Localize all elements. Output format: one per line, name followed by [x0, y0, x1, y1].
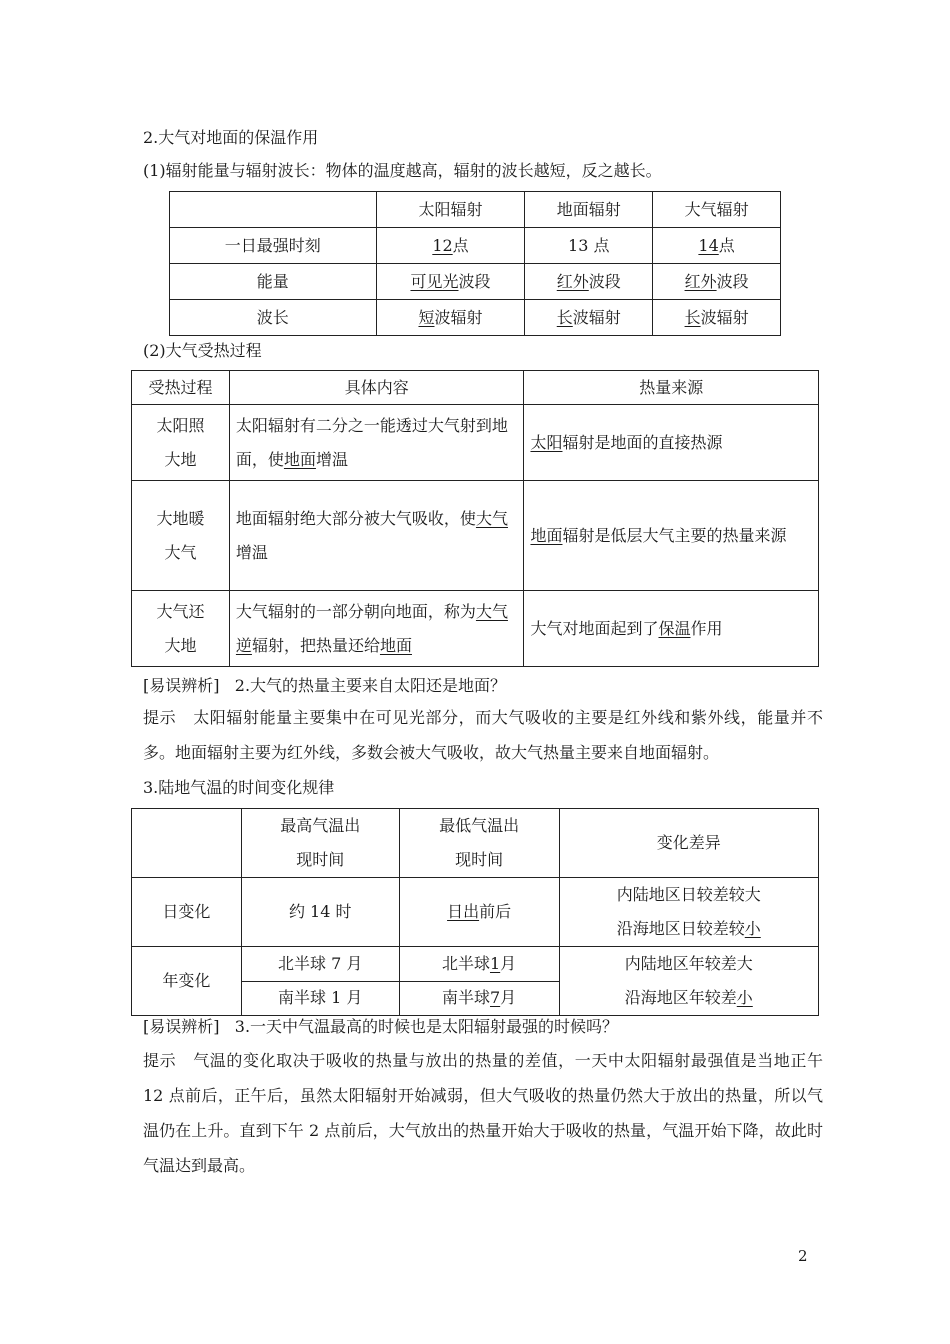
table-header: 大气辐射	[653, 192, 781, 228]
answer-blank: 红外	[684, 271, 717, 291]
process-content	[229, 405, 524, 481]
process-content	[229, 591, 524, 667]
table-cell	[525, 300, 653, 336]
answer-blank: 地面	[283, 449, 316, 469]
cell-text: 13 点	[568, 235, 610, 255]
table-row	[170, 192, 781, 228]
section-2-sub2: (2)大气受热过程	[143, 341, 262, 360]
table-header: 受热过程	[132, 371, 230, 405]
heat-source	[524, 405, 819, 481]
cell-text: 辐射，把热量还给	[251, 635, 380, 655]
answer-blank: 长	[684, 307, 701, 327]
table-cell	[559, 878, 819, 947]
section-3-title: 3.陆地气温的时间变化规律	[143, 778, 335, 797]
table-cell	[170, 192, 377, 228]
process-name: 大气还大地	[132, 591, 230, 667]
cell-text: 波辐射	[434, 307, 483, 327]
cell-text: 作用	[690, 618, 723, 638]
question-text: 3.一天中气温最高的时候也是太阳辐射最强的时候吗？	[234, 1017, 619, 1036]
table-row	[132, 591, 819, 667]
note-2-answer	[143, 700, 823, 770]
table-cell	[653, 264, 781, 300]
table-header: 太阳辐射	[376, 192, 525, 228]
table-cell	[525, 264, 653, 300]
heating-process-table	[131, 370, 819, 667]
table-cell	[132, 809, 242, 878]
page-number: 2	[798, 1247, 808, 1265]
cell-text	[566, 981, 813, 1015]
answer-blank: 长	[556, 307, 573, 327]
table-cell	[376, 228, 525, 264]
cell-text: 月	[500, 953, 517, 973]
radiation-table	[169, 191, 781, 336]
process-name: 太阳照大地	[132, 405, 230, 481]
answer-blank: 保温	[658, 618, 691, 638]
question-text: 2.大气的热量主要来自太阳还是地面？	[234, 676, 507, 695]
table-cell: 北半球 7 月	[241, 947, 399, 982]
answer-blank: 7	[489, 988, 501, 1008]
cell-text: 内陆地区年较差大	[624, 954, 753, 973]
cell-text: 南半球	[441, 988, 490, 1008]
cell-text: 增温	[315, 449, 348, 469]
table-header: 热量来源	[524, 371, 819, 405]
cell-text: 沿海地区年较差	[624, 988, 737, 1007]
table-row	[132, 809, 819, 878]
table-row	[132, 405, 819, 481]
cell-text: 点	[452, 235, 469, 255]
process-content	[229, 481, 524, 591]
cell-text: 波段	[588, 271, 621, 291]
answer-blank: 12	[432, 235, 453, 255]
process-name: 大地暖大气	[132, 481, 230, 591]
answer-blank: 短	[418, 307, 435, 327]
table-cell	[399, 947, 559, 982]
cell-text: 地面辐射绝大部分被大气吸收，使	[235, 508, 476, 528]
table-row	[170, 264, 781, 300]
note-tag: [易误辨析]	[143, 676, 220, 695]
cell-text: 波辐射	[700, 307, 749, 327]
cell-text: 太阳辐射有二分之一能透过大气射到地面，使	[235, 415, 508, 469]
table-header: 变化差异	[559, 809, 819, 878]
answer-blank: 14	[698, 235, 719, 255]
answer-blank: 地面	[379, 635, 412, 655]
answer-label: 提示	[143, 1051, 177, 1070]
answer-blank: 日出	[447, 902, 480, 921]
table-cell: 约 14 时	[241, 878, 399, 947]
cell-text: 内陆地区日较差较大	[616, 885, 761, 904]
note-3-answer	[143, 1043, 823, 1183]
answer-text: 太阳辐射能量主要集中在可见光部分，而大气吸收的主要是红外线和紫外线，能量并不多。地面辐射主要为红外线，多数会被大气吸收，故大气热量主要来自地面辐射。	[143, 708, 823, 762]
table-cell	[653, 300, 781, 336]
section-2-title: 2.大气对地面的保温作用	[143, 128, 319, 147]
temperature-variation-table	[131, 808, 819, 1016]
row-label: 一日最强时刻	[170, 228, 377, 264]
answer-blank: 红外	[556, 271, 589, 291]
answer-blank: 1	[489, 953, 501, 973]
table-row	[132, 481, 819, 591]
table-header: 最低气温出现时间	[399, 809, 559, 878]
table-header: 具体内容	[229, 371, 524, 405]
table-cell	[376, 300, 525, 336]
answer-blank: 地面	[530, 525, 563, 545]
row-label: 波长	[170, 300, 377, 336]
cell-text: 辐射是地面的直接热源	[562, 432, 723, 452]
cell-text: 波段	[458, 271, 491, 291]
heat-source	[524, 481, 819, 591]
answer-blank: 可见光	[410, 271, 459, 291]
table-cell: 南半球 1 月	[241, 981, 399, 1016]
cell-text: 大气辐射的一部分朝向地面，称为	[235, 601, 476, 621]
table-row	[132, 878, 819, 947]
table-header: 最高气温出现时间	[241, 809, 399, 878]
table-row	[132, 371, 819, 405]
answer-label: 提示	[143, 708, 177, 727]
answer-blank: 太阳	[530, 432, 563, 452]
cell-text: 大气对地面起到了	[530, 618, 659, 638]
cell-text: 点	[718, 235, 735, 255]
note-3-question	[143, 1016, 618, 1038]
table-row	[170, 228, 781, 264]
table-row	[132, 947, 819, 982]
section-2-sub1: (1)辐射能量与辐射波长：物体的温度越高，辐射的波长越短，反之越长。	[143, 161, 662, 180]
table-row	[170, 300, 781, 336]
cell-text: 月	[500, 988, 517, 1008]
note-tag: [易误辨析]	[143, 1017, 220, 1036]
cell-text: 增温	[235, 542, 268, 562]
answer-blank: 大气	[475, 508, 508, 528]
cell-text: 辐射是低层大气主要的热量来源	[562, 525, 787, 545]
table-cell	[376, 264, 525, 300]
note-2-question	[143, 675, 506, 697]
answer-blank: 大气逆	[235, 601, 508, 655]
answer-blank: 小	[744, 919, 761, 938]
table-cell	[525, 228, 653, 264]
answer-blank: 小	[736, 988, 753, 1007]
row-label: 日变化	[132, 878, 242, 947]
table-cell	[399, 878, 559, 947]
table-cell	[399, 981, 559, 1016]
row-label: 年变化	[132, 947, 242, 1016]
cell-text: 北半球	[441, 953, 490, 973]
cell-text	[566, 912, 813, 946]
row-label: 能量	[170, 264, 377, 300]
cell-text: 波段	[716, 271, 749, 291]
cell-text: 沿海地区日较差较	[616, 919, 745, 938]
answer-text: 气温的变化取决于吸收的热量与放出的热量的差值，一天中太阳辐射最强值是当地正午 12 点前后，正午后，虽然太阳辐射开始减弱，但大气吸收的热量仍然大于放出的热量，所以气温仍在上升。直到下午 2 点前后，大气放出的热量开始大于吸收的热量，气温开始下降，故此时气温达到最高。	[143, 1051, 823, 1175]
table-cell	[559, 947, 819, 1016]
table-header: 地面辐射	[525, 192, 653, 228]
heat-source	[524, 591, 819, 667]
cell-text: 前后	[479, 902, 512, 921]
cell-text: 波辐射	[572, 307, 621, 327]
table-cell	[653, 228, 781, 264]
